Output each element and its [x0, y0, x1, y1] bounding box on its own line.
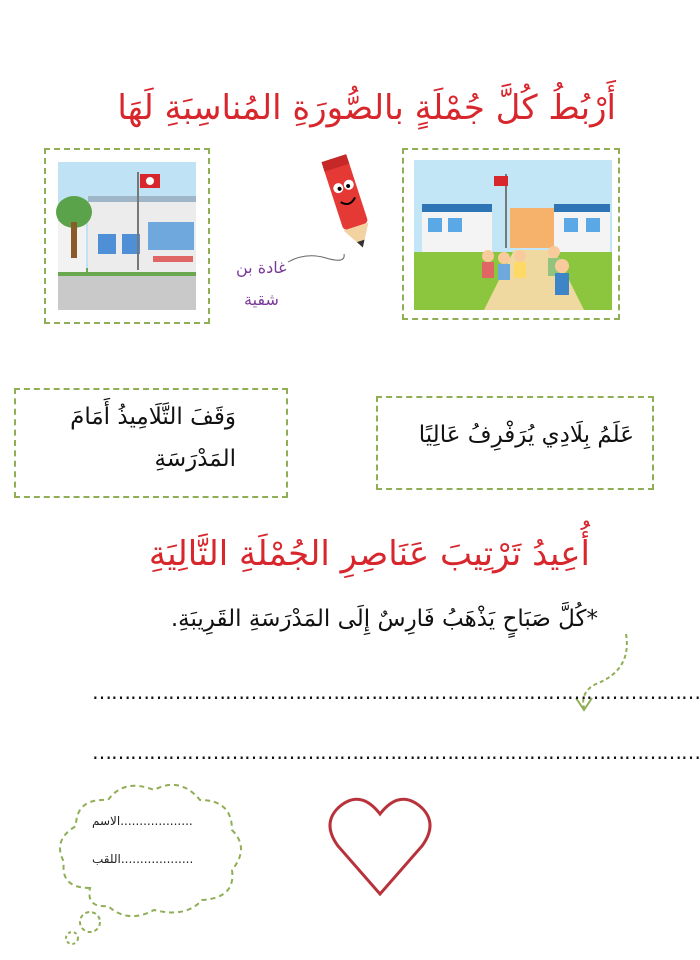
- sentence-flag: عَلَمُ بِلَادِي يُرَفْرِفُ عَالِيًا: [418, 422, 634, 448]
- reorder-title: أُعِيدُ تَرْتِيبَ عَنَاصِرِ الجُمْلَةِ التَّالِيَةِ: [148, 534, 590, 574]
- author-name-line2: شقية: [244, 290, 279, 309]
- sentence-pupils-box: [14, 388, 288, 498]
- name-label: الاسم: [92, 814, 121, 828]
- match-title: أَرْبُطُ كُلَّ جُمْلَةٍ بالصُّورَةِ المُناسِبَةِ لَهَا: [117, 88, 616, 128]
- pencil-line-icon: [286, 248, 346, 268]
- surname-label: اللقب: [92, 852, 121, 866]
- answer-line-2[interactable]: ……………………………………………………………………………………: [92, 740, 700, 764]
- reorder-sentence: *كُلَّ صَبَاحٍ يَذْهَبُ فَارِسٌ إِلَى المَدْرَسَةِ القَرِيبَةِ.: [170, 606, 598, 632]
- pencil-mascot-icon: [318, 150, 378, 260]
- surname-field[interactable]: [92, 852, 193, 866]
- heart-outline-icon: [322, 790, 442, 910]
- name-field[interactable]: [92, 814, 193, 828]
- author-name-line1: غادة بن: [236, 258, 287, 277]
- sentence-pupils-line2: المَدْرَسَةِ: [154, 446, 236, 472]
- answer-line-1[interactable]: ……………………………………………………………………………………: [92, 680, 700, 704]
- pupils-image-frame: [402, 148, 620, 320]
- sentence-flag-box: [376, 396, 654, 490]
- name-dots: ...................: [120, 814, 193, 828]
- school-image-frame: [44, 148, 210, 324]
- sentence-pupils-line1: وَقَفَ التَّلَامِيذُ أَمَامَ: [70, 404, 236, 430]
- school-building-image: [58, 162, 196, 310]
- curved-arrow-icon: [566, 630, 636, 720]
- surname-dots: ...................: [120, 852, 194, 866]
- pupils-school-image: [414, 160, 612, 310]
